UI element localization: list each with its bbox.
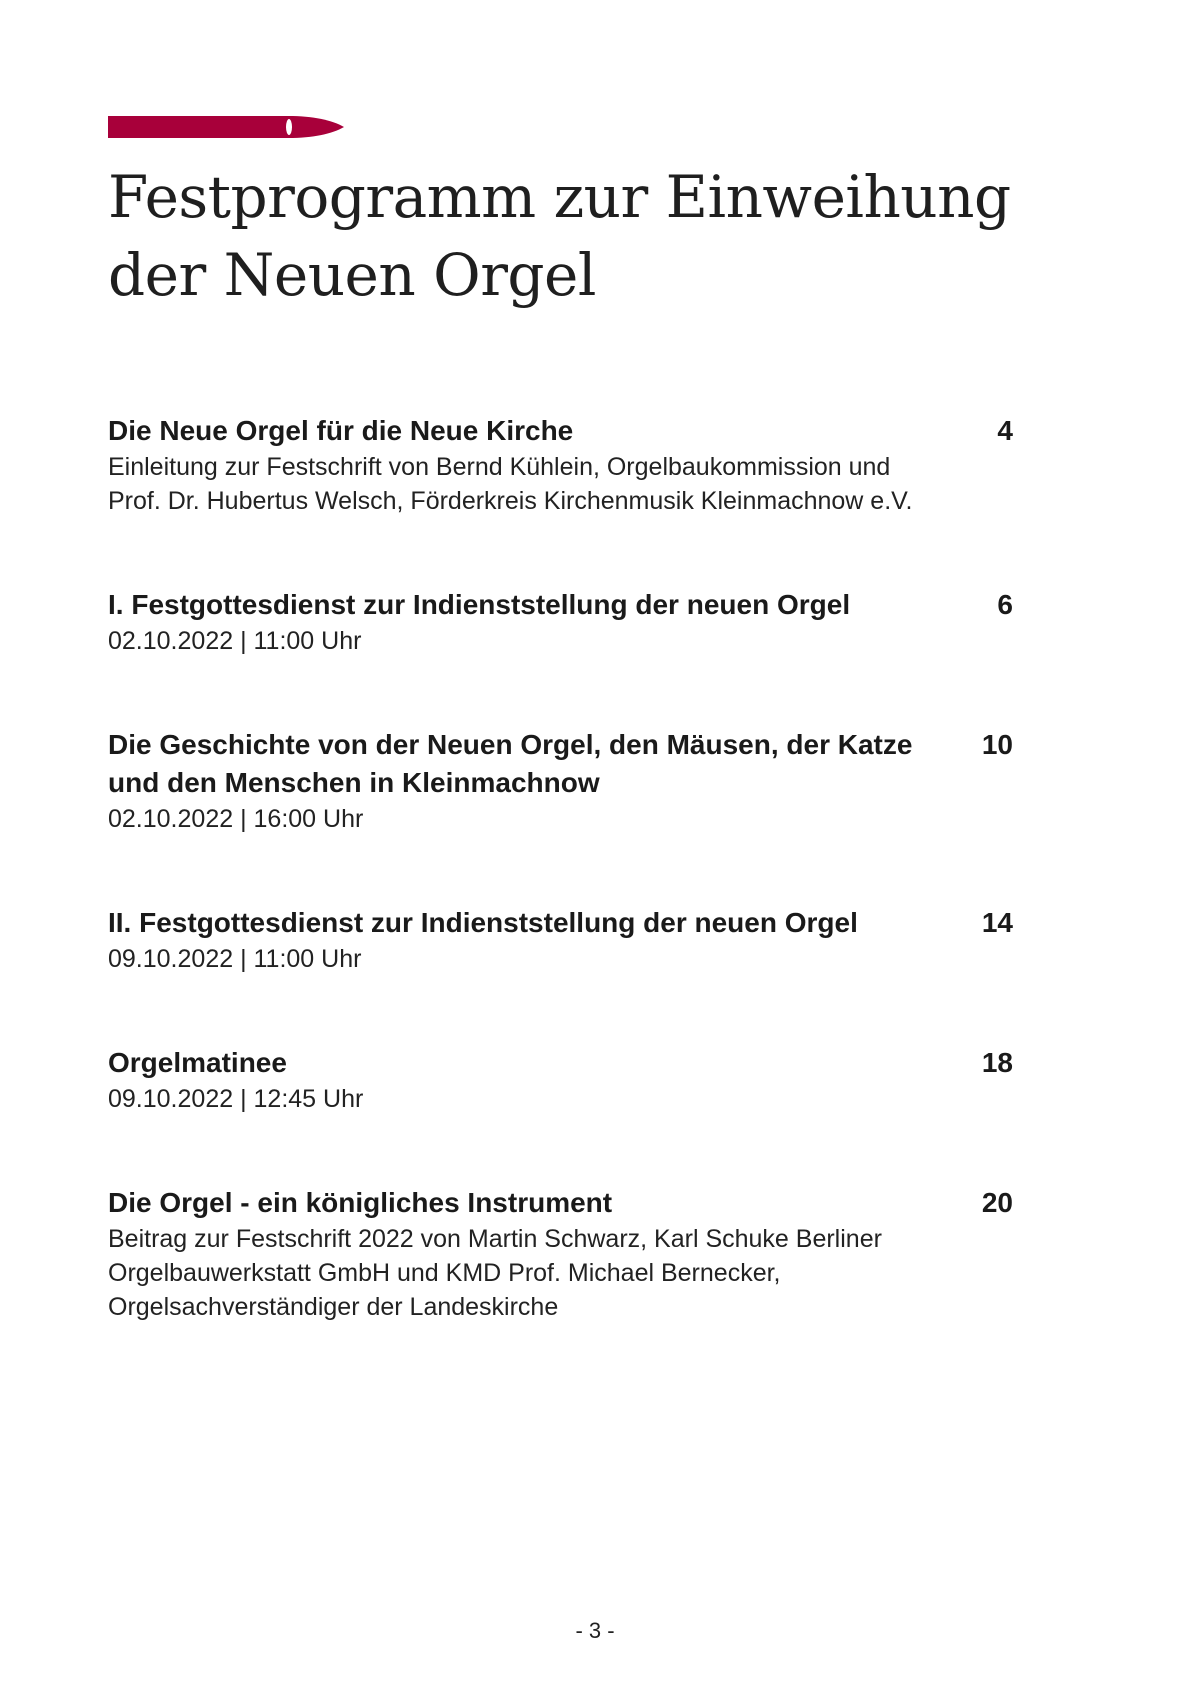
toc-entry-subtitle bbox=[108, 624, 948, 658]
toc-entry-title bbox=[108, 726, 928, 802]
toc-entry-subtitle bbox=[108, 1222, 948, 1324]
toc-entry-title bbox=[108, 412, 928, 450]
organ-pipe-body bbox=[108, 116, 344, 138]
toc-entry-title bbox=[108, 904, 928, 942]
toc-entry-title bbox=[108, 586, 928, 624]
page-title-line-2: der Neuen Orgel bbox=[108, 241, 596, 309]
toc-entry-page-number: 14 bbox=[981, 907, 1013, 938]
toc-entry[interactable] bbox=[108, 726, 1013, 836]
toc-entry-title-line: II. Festgottesdienst zur Indienststellung der neuen Orgel bbox=[108, 907, 858, 938]
organ-pipe-mouth bbox=[286, 119, 292, 135]
toc-entry-title-line: Die Geschichte von der Neuen Orgel, den Mäusen, der Katze bbox=[108, 729, 913, 760]
organ-pipe-icon bbox=[108, 114, 344, 140]
toc-entry[interactable] bbox=[108, 412, 1013, 518]
toc-entry-page-number: 18 bbox=[981, 1047, 1013, 1078]
toc-entry[interactable] bbox=[108, 1044, 1013, 1116]
page-title-line-1: Festprogramm zur Einweihung bbox=[108, 163, 1011, 231]
toc-entry-title-line: Die Orgel - ein königliches Instrument bbox=[108, 1187, 613, 1218]
toc-entry-page-number: 10 bbox=[981, 729, 1013, 760]
toc-entry-page-number: 6 bbox=[997, 589, 1013, 620]
toc-entry[interactable] bbox=[108, 1184, 1013, 1324]
toc-entry-subtitle-line: Orgelsachverständiger der Landeskirche bbox=[108, 1293, 559, 1321]
toc-entry-subtitle-line: Beitrag zur Festschrift 2022 von Martin Schwarz, Karl Schuke Berliner bbox=[108, 1225, 882, 1253]
page-title bbox=[108, 158, 1088, 314]
toc-entry-title-line: und den Menschen in Kleinmachnow bbox=[108, 767, 600, 798]
toc-entry-title-line: Orgelmatinee bbox=[108, 1047, 287, 1078]
toc-entry-subtitle bbox=[108, 450, 948, 518]
toc-entry-page-number: 4 bbox=[997, 415, 1013, 446]
toc-entry-subtitle-line: 02.10.2022 | 11:00 Uhr bbox=[108, 627, 362, 655]
toc-entry-page-number: 20 bbox=[981, 1187, 1013, 1218]
toc-entry-subtitle-line: Einleitung zur Festschrift von Bernd Kühlein, Orgelbaukommission und bbox=[108, 453, 891, 481]
toc-entry-subtitle bbox=[108, 1082, 948, 1116]
toc-entry-subtitle-line: 09.10.2022 | 11:00 Uhr bbox=[108, 945, 362, 973]
toc-entry[interactable] bbox=[108, 586, 1013, 658]
toc-entry-title-line: Die Neue Orgel für die Neue Kirche bbox=[108, 415, 574, 446]
toc-entry-subtitle-line: 02.10.2022 | 16:00 Uhr bbox=[108, 805, 364, 833]
toc-entry-subtitle-line: Orgelbauwerkstatt GmbH und KMD Prof. Michael Bernecker, bbox=[108, 1259, 781, 1287]
toc-entry-title-line: I. Festgottesdienst zur Indienststellung der neuen Orgel bbox=[108, 589, 851, 620]
toc-entry-subtitle-line: 09.10.2022 | 12:45 Uhr bbox=[108, 1085, 364, 1113]
toc-entry[interactable] bbox=[108, 904, 1013, 976]
toc-entry-subtitle bbox=[108, 802, 948, 836]
toc-entry-title bbox=[108, 1044, 928, 1082]
toc-entry-subtitle-line: Prof. Dr. Hubertus Welsch, Förderkreis Kirchenmusik Kleinmachnow e.V. bbox=[108, 487, 913, 515]
toc-entry-title bbox=[108, 1184, 928, 1222]
toc-entry-subtitle bbox=[108, 942, 948, 976]
page-number: - 3 - bbox=[575, 1618, 615, 1643]
